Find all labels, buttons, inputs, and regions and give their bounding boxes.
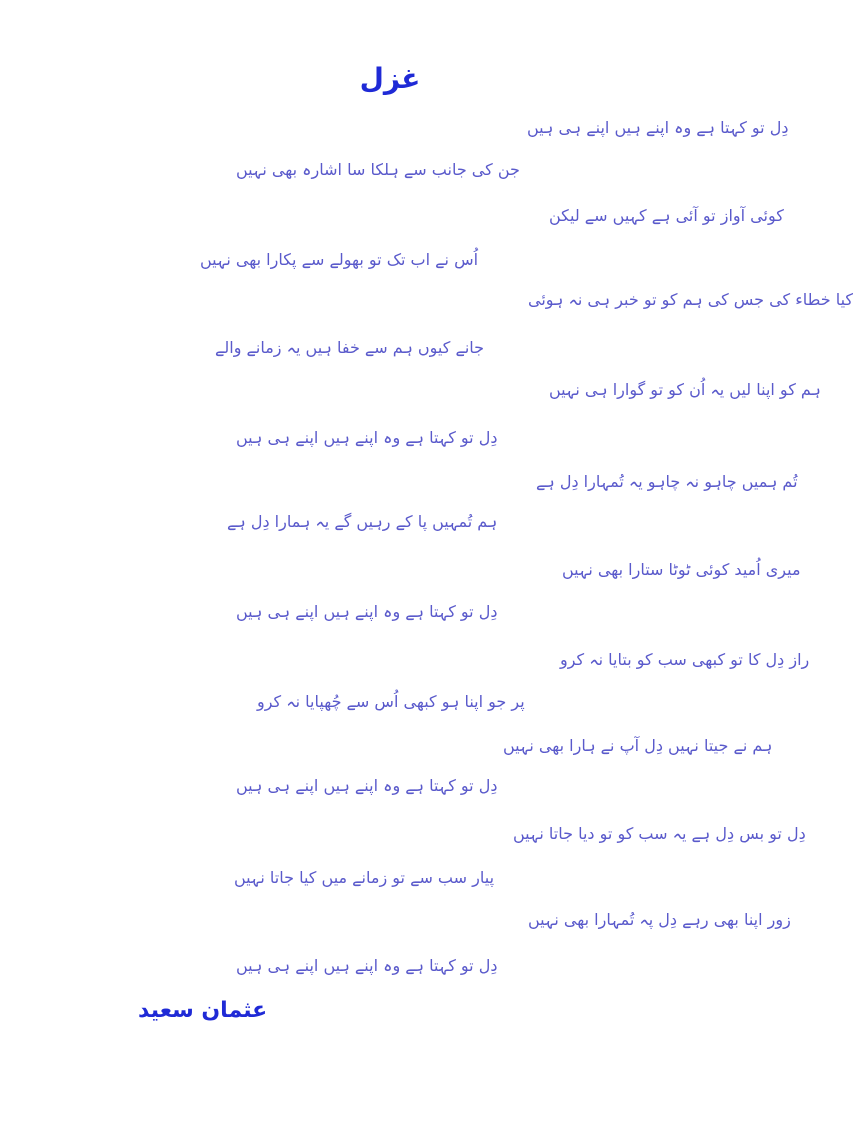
verse-line: راز دِل کا تو کبھی سب کو بتایا نہ کرو bbox=[560, 650, 810, 669]
verse-line: دِل تو بس دِل ہے یہ سب کو تو دیا جاتا نہیں bbox=[513, 824, 806, 843]
verse-line: دِل تو کہتا ہے وہ اپنے ہیں اپنے ہی ہیں bbox=[236, 428, 498, 447]
verse-line: تُم ہمیں چاہو نہ چاہو یہ تُمہارا دِل ہے bbox=[536, 472, 798, 491]
verse-line: دِل تو کہتا ہے وہ اپنے ہیں اپنے ہی ہیں bbox=[236, 956, 498, 975]
verse-line: ہم نے جیتا نہیں دِل آپ نے ہارا بھی نہیں bbox=[503, 736, 773, 755]
verse-line: زور اپنا بھی رہے دِل پہ تُمہارا بھی نہیں bbox=[528, 910, 791, 929]
author-signature: عثمان سعید bbox=[138, 998, 268, 1023]
verse-line: جن کی جانب سے ہلکا سا اشارہ بھی نہیں bbox=[236, 160, 520, 179]
poem-title: غزل bbox=[359, 62, 421, 95]
verse-line: کوئی آواز تو آئی ہے کہیں سے لیکن bbox=[549, 206, 784, 225]
verse-line: دِل تو کہتا ہے وہ اپنے ہیں اپنے ہی ہیں bbox=[236, 776, 498, 795]
verse-line: پیار سب سے تو زمانے میں کیا جاتا نہیں bbox=[234, 868, 495, 887]
verse-line: ہم تُمہیں پا کے رہیں گے یہ ہمارا دِل ہے bbox=[227, 512, 498, 531]
verse-line: ہم کو اپنا لیں یہ اُن کو تو گوارا ہی نہیں bbox=[549, 380, 821, 399]
verse-line: اُس نے اب تک تو بھولے سے پکارا بھی نہیں bbox=[200, 250, 479, 269]
verse-line: دِل تو کہتا ہے وہ اپنے ہیں اپنے ہی ہیں bbox=[236, 602, 498, 621]
verse-line: میری اُمید کوئی ٹوٹا ستارا بھی نہیں bbox=[562, 560, 801, 579]
verse-line: جانے کیوں ہم سے خفا ہیں یہ زمانے والے bbox=[215, 338, 485, 357]
verse-line: کیا خطاء کی جس کی ہم کو تو خبر ہی نہ ہوئی bbox=[528, 290, 853, 309]
verse-line: پر جو اپنا ہو کبھی اُس سے چُھپایا نہ کرو bbox=[257, 692, 525, 711]
verse-line: دِل تو کہتا ہے وہ اپنے ہیں اپنے ہی ہیں bbox=[527, 118, 789, 137]
